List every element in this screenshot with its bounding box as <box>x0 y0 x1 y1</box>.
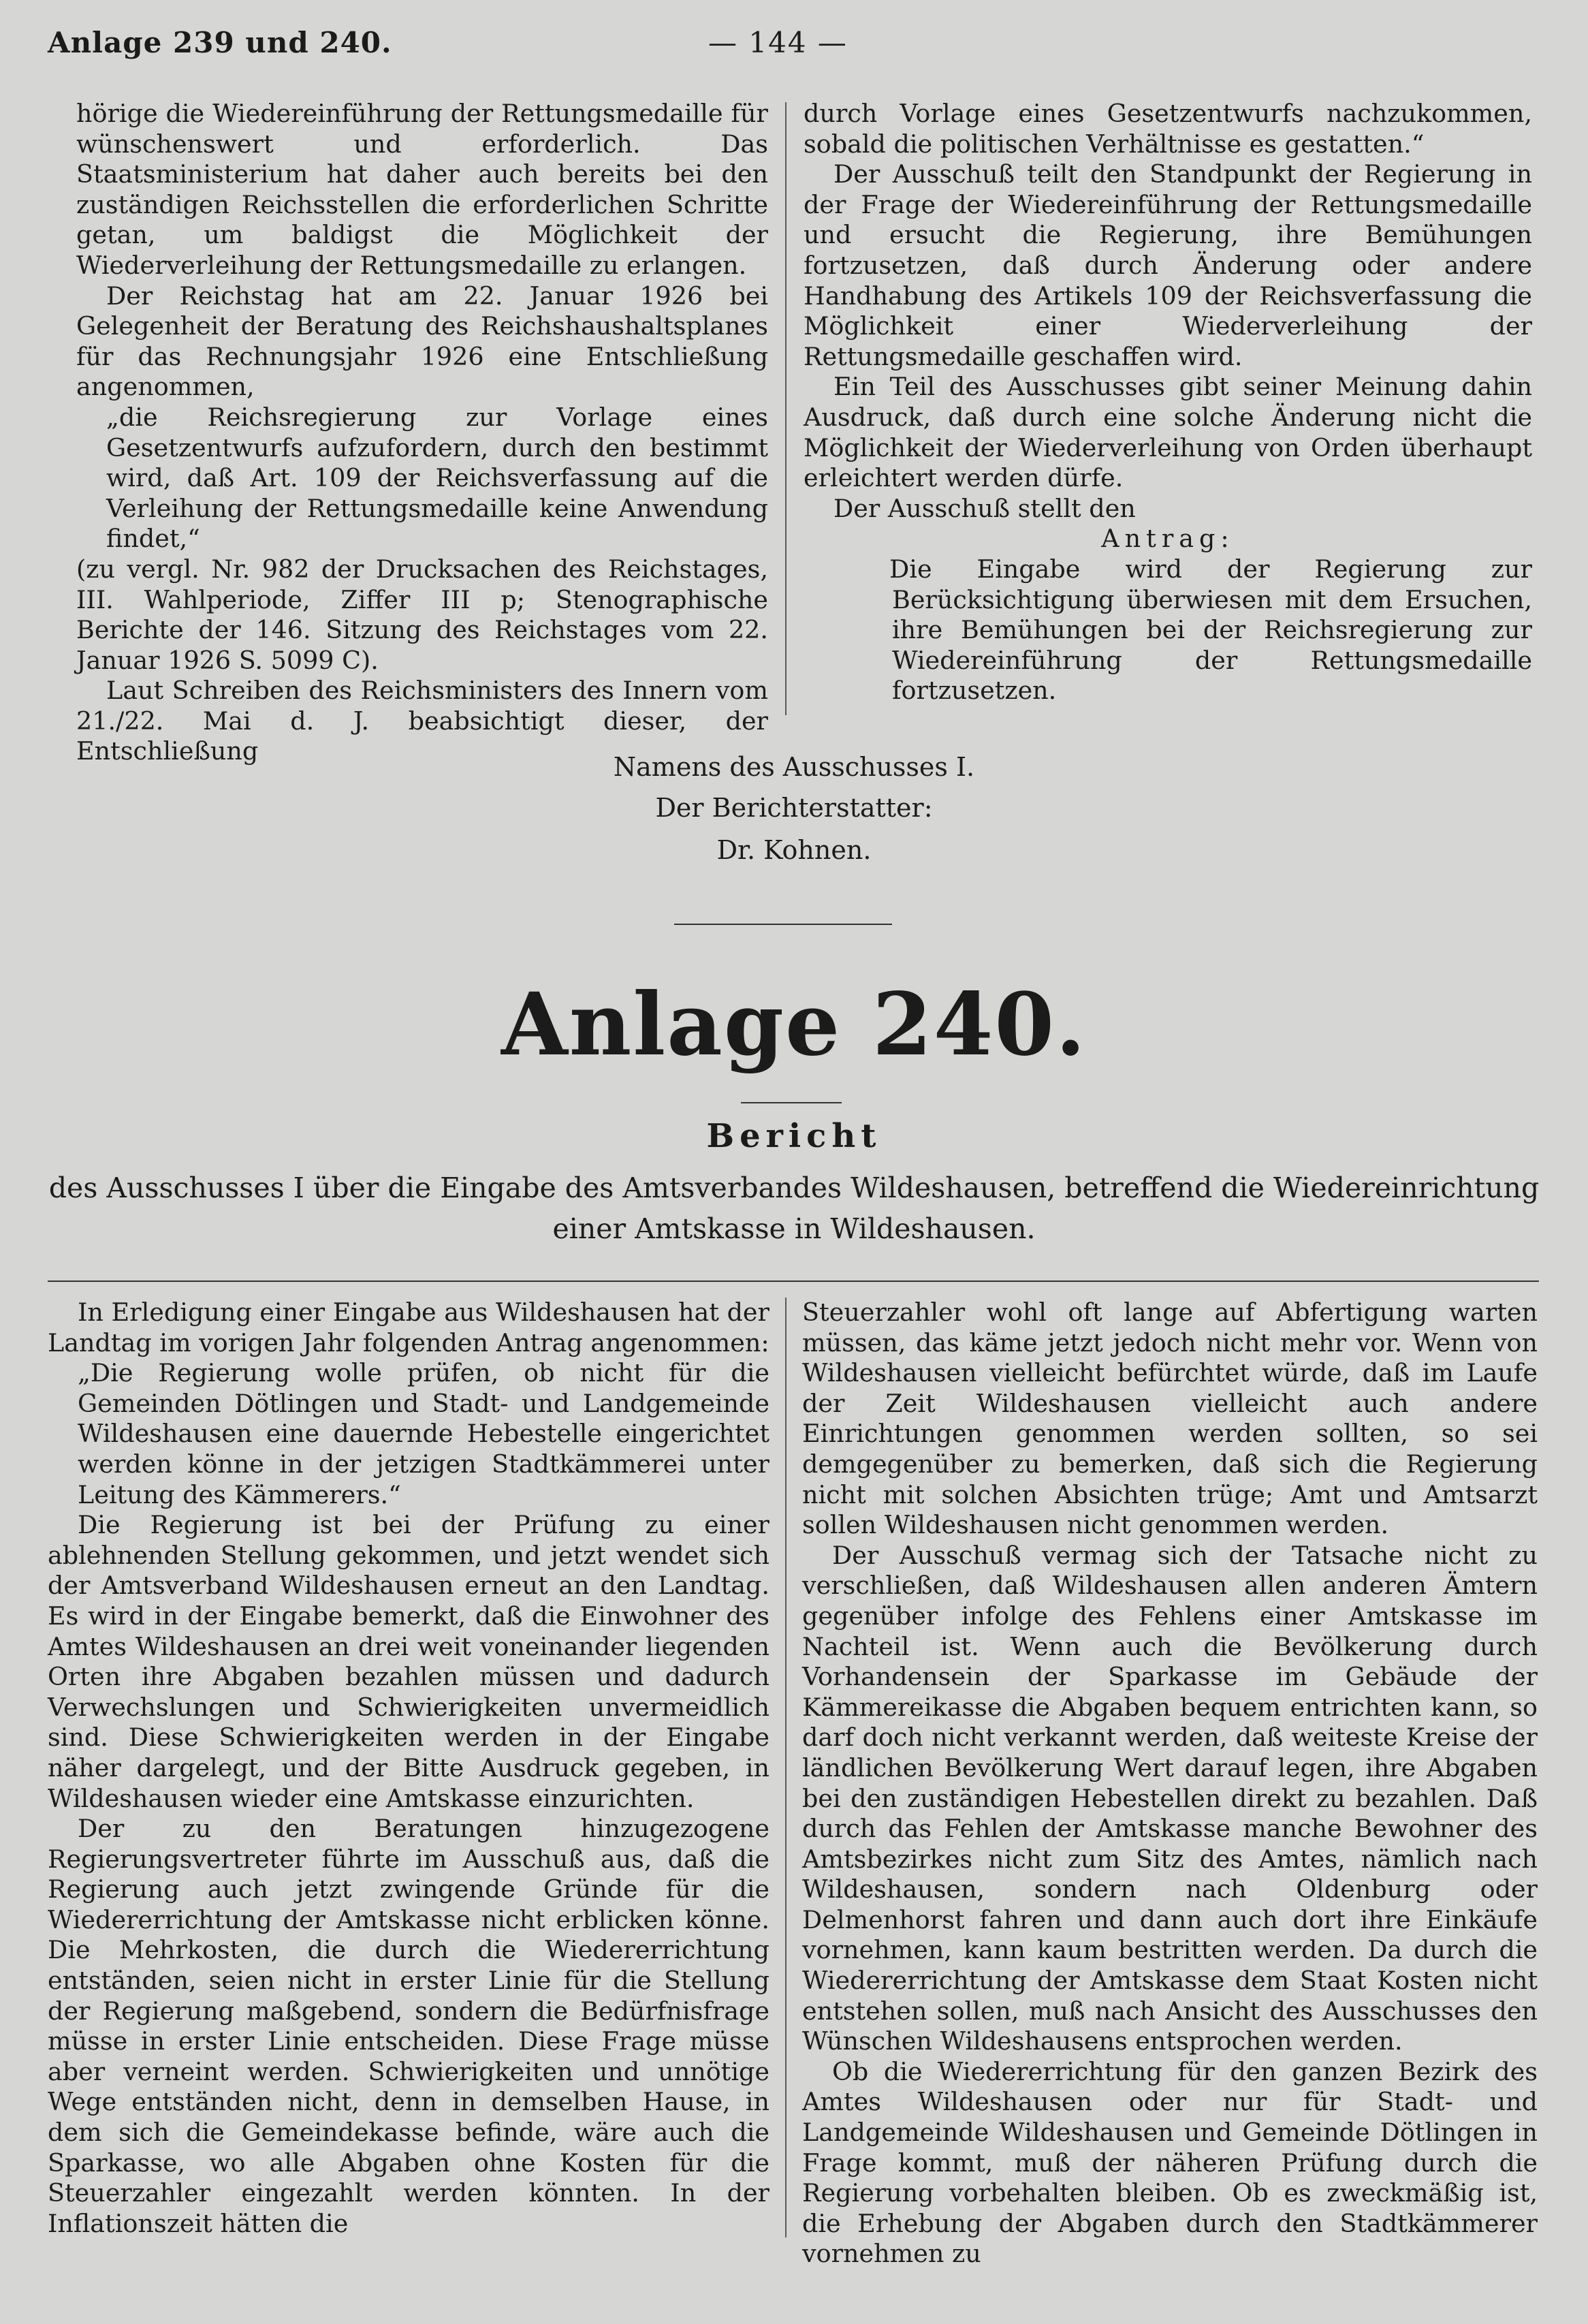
header-rule <box>48 1281 1539 1282</box>
anlage240-column-left <box>48 1298 769 2239</box>
page-number: — 144 — <box>708 26 848 59</box>
quoted-motion: „Die Regierung wolle prüfen, ob nicht für die Gemeinden Dötlingen und Stadt- und Landgemeinde Wildeshausen eine dauernde Hebestelle eingerichtet werden könne in der jetzigen Stadtkämmerei unter Leitung des Kämmerers.“ <box>78 1358 769 1509</box>
paragraph: Der Ausschuß vermag sich der Tatsache nicht zu verschließen, daß Wildeshausen allen anderen Ämtern gegenüber infolge des Fehlens einer Amtskasse im Nachteil ist. Wenn auch die Bevölkerung durch Vorhandensein der Sparkasse im Gebäude der Kämmereikasse die Abgaben bequem entrichten kann, so darf doch nicht verkannt werden, daß weiteste Kreise der ländlichen Bevölkerung Wert darauf legen, ihre Abgaben bei den zuständigen Hebestellen direkt zu bezahlen. Daß durch das Fehlen der Amtskasse manche Bewohner des Amtsbezirkes nicht zum Sitz des Amtes, nämlich nach Wildeshausen, sondern nach Oldenburg oder Delmenhorst fahren und dann auch dort ihre Einkäufe vornehmen, kann kaum bestritten werden. Da durch die Wiedererrichtung der Amtskasse dem Staat Kosten nicht entstehen sollen, muß nach Ansicht des Ausschusses den Wünschen Wildeshausens entsprochen werden. <box>802 1540 1538 2056</box>
paragraph: Die Regierung ist bei der Prüfung zu einer ablehnenden Stellung gekommen, und jetzt wendet sich der Amtsverband Wildeshausen erneut an den Landtag. Es wird in der Eingabe bemerkt, daß die Einwohner des Amtes Wildeshausen an drei weit voneinander liegenden Orten ihre Abgaben bezahlen müssen und dadurch Verwechslungen und Schwierigkeiten unvermeidlich sind. Diese Schwierigkeiten werden in der Eingabe näher dargelegt, und der Bitte Ausdruck gegeben, in Wildeshausen wieder eine Amtskasse einzurichten. <box>48 1510 769 1813</box>
paragraph: Der Ausschuß teilt den Standpunkt der Regierung in der Frage der Wiedereinführung der Rettungsmedaille und ersucht die Regierung, ihre Bemühungen fortzusetzen, daß durch Änderung oder andere Handhabung des Artikels 109 der Reichsverfassung die Möglichkeit einer Wiederverleihung der Rettungsmedaille geschaffen wird. <box>804 159 1532 371</box>
signature-role: Der Berichterstatter: <box>655 793 933 823</box>
paragraph: Steuerzahler wohl oft lange auf Abfertigung warten müssen, das käme jetzt jedoch nicht mehr vor. Wenn von Wildeshausen vielleicht befürchtet würde, daß im Laufe der Zeit Wildeshausen vielleicht auch andere Einrichtungen genommen werden sollten, so sei demgegenüber zu bemerken, daß sich die Regierung nicht mit solchen Absichten trüge; Amt und Amtsarzt sollen Wildeshausen nicht genommen werden. <box>802 1298 1538 1540</box>
paragraph: hörige die Wiedereinführung der Rettungsmedaille für wünschenswert und erforderlich. Das Staatsministerium hat daher auch bereits bei den zuständigen Reichsstellen die erforderlichen Schritte getan, um baldigst die Möglichkeit der Wiederverleihung der Rettungsmedaille zu erlangen. <box>76 99 768 280</box>
paragraph: durch Vorlage eines Gesetzentwurfs nachzukommen, sobald die politischen Verhältnisse es gestatten.“ <box>804 99 1532 159</box>
signature-committee: Namens des Ausschusses I. <box>613 752 975 782</box>
paragraph: Ob die Wiedererrichtung für den ganzen Bezirk des Amtes Wildeshausen oder nur für Stadt- und Landgemeinde Wildeshausen und Gemeinde Dötlingen in Frage kommt, muß der näheren Prüfung durch die Regierung vorbehalten bleiben. Ob es zweckmäßig ist, die Erhebung der Abgaben durch den Stadtkämmerer vornehmen zu <box>802 2056 1538 2269</box>
column-divider <box>785 102 787 715</box>
paragraph: Der Reichstag hat am 22. Januar 1926 bei Gelegenheit der Beratung des Reichshaushaltsplanes für das Rechnungsjahr 1926 eine Entschließung angenommen, <box>76 281 768 402</box>
title-underline <box>741 1102 842 1103</box>
anlage239-column-right <box>804 99 1532 706</box>
paragraph: Laut Schreiben des Reichsministers des Innern vom 21./22. Mai d. J. beabsichtigt dieser, der Entschließung <box>76 676 768 766</box>
signature-name: Dr. Kohnen. <box>716 835 872 865</box>
anlage239-column-left <box>76 99 768 767</box>
paragraph: Der Ausschuß stellt den <box>833 493 1136 523</box>
quoted-resolution: „die Reichsregierung zur Vorlage eines Gesetzentwurfs aufzufordern, durch den bestimmt wird, daß Art. 109 der Reichsverfassung auf die Verleihung der Rettungsmedaille keine Anwendung findet,“ <box>106 402 768 554</box>
column-divider <box>785 1298 787 2237</box>
report-subtitle: des Ausschusses I über die Eingabe des Amtsverbandes Wildeshausen, betreffend die Wiedereinrichtung einer Amtskasse in Wildeshausen. <box>48 1172 1540 1245</box>
antrag-text: Die Eingabe wird der Regierung zur Berücksichtigung überwiesen mit dem Ersuchen, ihre Bemühungen bei der Reichsregierung zur Wiedereinführung der Rettungsmedaille fortzusetzen. <box>889 554 1532 706</box>
anlage240-column-right <box>802 1298 1538 2270</box>
section-separator <box>674 924 892 925</box>
report-heading: Bericht <box>706 1117 882 1155</box>
paragraph: Der zu den Beratungen hinzugezogene Regierungsvertreter führte im Ausschuß aus, daß die Regierung auch jetzt zwingende Gründe für die Wiedererrichtung der Amtskasse nicht erblicken könne. Die Mehrkosten, die durch die Wiedererrichtung entständen, seien nicht in erster Linie für die Stellung der Regierung maßgebend, sondern die Bedürfnisfrage müsse in erster Linie entscheiden. Diese Frage müsse aber verneint werden. Schwierigkeiten und unnötige Wege entständen nicht, denn in demselben Hause, in dem sich die Gemeindekasse befinde, wäre auch die Sparkasse, wo alle Abgaben ohne Kosten für die Steuerzahler eingezahlt werden könnten. In der Inflationszeit hätten die <box>48 1814 769 2238</box>
paragraph: In Erledigung einer Eingabe aus Wildeshausen hat der Landtag im vorigen Jahr folgenden Antrag angenommen: <box>48 1298 769 1357</box>
paragraph: Ein Teil des Ausschusses gibt seiner Meinung dahin Ausdruck, daß durch eine solche Änderung nicht die Möglichkeit der Wiederverleihung von Orden überhaupt erleichtert werden dürfe. <box>804 372 1532 493</box>
antrag-heading: Antrag: <box>1101 524 1235 554</box>
reference-note: (zu vergl. Nr. 982 der Drucksachen des Reichstages, III. Wahlperiode, Ziffer III p; Stenographische Berichte der 146. Sitzung des Reichstages vom 22. Januar 1926 S. 5099 C). <box>76 554 768 675</box>
running-header: Anlage 239 und 240. <box>48 26 392 59</box>
anlage-title: Anlage 240. <box>501 974 1087 1075</box>
